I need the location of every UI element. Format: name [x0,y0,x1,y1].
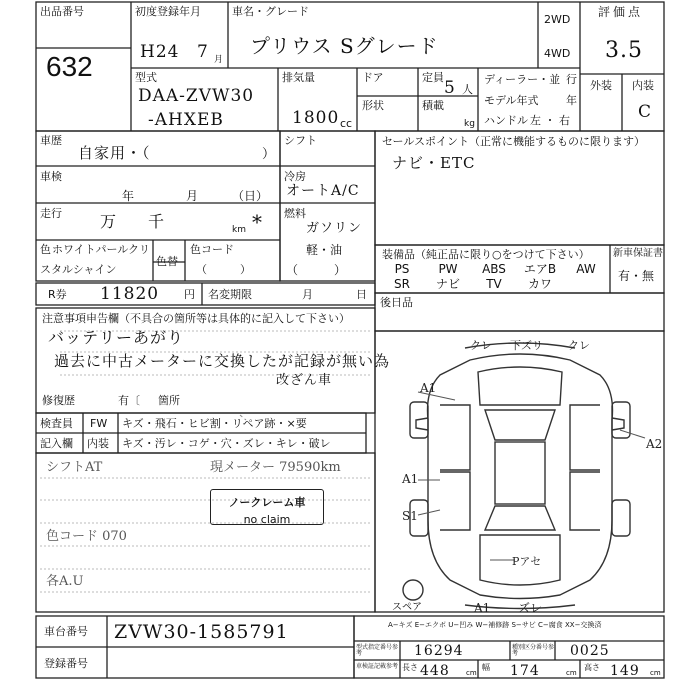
notes-line-1: バッテリーあがり [48,328,185,347]
mark-front-right: クレ [568,339,590,352]
inspection-year: 年 [122,189,135,203]
inspection-label: 車検 [40,170,62,183]
no-claim-stamp [210,489,324,525]
displacement-label: 排気量 [282,71,315,84]
equip-airbag: エアB [523,262,557,276]
recycle-value: 11820 [100,284,160,304]
inspector-label-2: 記入欄 [40,437,73,450]
mark-front-center: 下ズリ [510,339,543,352]
recycle-label: R券 [48,288,67,301]
doors-label: ドア [362,71,384,84]
model-year-unit: 年 [566,94,577,107]
inspector-interior-items: キズ・汚レ・コゲ・穴・ズレ・キレ・破レ [122,437,331,450]
no-claim-jp: ノークレーム車 [228,496,306,509]
drive-2wd: 2WD [544,13,571,26]
repair-unit: 箇所 [158,394,180,407]
height-unit: cm [650,669,661,677]
mark-right-front: A2 [646,437,663,451]
mark-left-front: A1 [420,381,437,395]
capacity-value: 5 [444,78,456,98]
type-cert-value: 16294 [414,643,464,659]
steering-label: ハンドル [484,114,528,127]
drive-4wd: 4WD [544,47,571,60]
aftermarket-label: 後日品 [380,296,413,309]
height-value: 149 [610,663,640,679]
no-claim-en: no claim [243,513,291,526]
mark-rear-center: ズレ [518,601,543,615]
capacity-label: 定員 [422,71,444,84]
inspector-fw: FW [90,417,108,430]
name-change-label: 名変期限 [208,288,252,301]
reg-label: 登録番号 [44,657,88,670]
load-label: 積載 [422,99,444,112]
mileage-sen: 千 [148,212,165,231]
color-value-2: スタルシャイン [40,263,117,276]
chassis-label: 車台番号 [44,625,88,638]
inspection-day: （日） [232,189,269,203]
shape-label: 形状 [362,99,384,112]
class-value: 0025 [570,643,610,659]
lot-number: 632 [46,51,93,82]
type-cert-label: 型式指定番号参考 [356,644,399,657]
mileage-man: 万 [100,212,117,231]
interior-label: 内装 [632,79,654,92]
inspector-fw-items: キズ・飛石・ヒビ割・リペア跡・×要 [122,417,307,430]
inspector-interior: 内装 [87,437,109,450]
notes-label: 注意事項申告欄（不具合の箇所等は具体的に記入して下さい） [42,312,350,325]
equip-aw: AW [576,262,596,276]
mark-front-left: クレ [470,339,492,352]
equip-sr: SR [394,277,410,291]
sales-point-label: セールスポイント（正常に機能するものに限ります） [382,135,646,148]
color-value-1: ホワイトパールクリ [52,243,151,256]
inspection-month: 月 [186,189,199,203]
equip-navi: ナビ [435,277,460,291]
steering-options: 左 ・ 右 [530,114,570,127]
class-label: 種別区分番号参考 [512,644,555,657]
inspector-label-1: 検査員 [40,417,73,430]
interior-value: C [638,102,653,122]
width-label: 幅 [482,663,490,672]
month-unit: 月 [214,55,224,65]
displacement-unit: cc [340,117,353,130]
lot-label: 出品番号 [40,5,84,18]
exterior-label: 外装 [590,79,612,92]
equip-ps: PS [394,262,410,276]
recycle-unit: 円 [184,288,195,301]
fuel-label: 燃料 [284,207,306,220]
ac-label: 冷房 [284,170,306,183]
inspector-note-color: 色コード 070 [46,529,127,544]
history-value: 自家用・（ [78,144,151,162]
fuel-value: ガソリン [306,221,363,236]
first-reg-label: 初度登録年月 [135,5,201,18]
displacement-value: 1800 [292,108,340,128]
inspector-note-au: 各A.U [46,574,84,589]
warranty-options: 有・無 [618,269,655,283]
capacity-unit: 人 [462,83,473,96]
mark-left-mid: A1 [402,472,419,486]
mileage-unit: km [232,225,246,235]
dealer-label: ディーラー・並 [484,73,561,86]
type-value-1: DAA-ZVW30 [138,86,255,106]
length-label: 長さ [402,663,418,672]
equip-pw: PW [438,262,458,276]
damage-legend: A−キズ E−エクボ U−凹み W−補修跡 S−サビ C−腐食 XX−交換済 [388,621,602,629]
shift-label: シフト [284,134,317,147]
color-code-label: 色コード [190,243,234,256]
equipment-label: 装備品（純正品に限り○をつけて下さい） [382,248,590,261]
mark-trunk: Pアセ [512,555,542,568]
inspector-note-meter: 現メーター 79590km [210,460,341,475]
repair-label: 修復歴 [42,394,75,407]
repair-value: 有〔 [118,394,140,407]
equip-abs: ABS [482,262,506,276]
fuel-paren: （ ） [286,263,347,277]
notes-line-2: 過去に中古メーターに交換したが記録が無い為 [54,352,391,370]
notes-line-3: 改ざん車 [276,373,333,388]
mileage-label: 走行 [40,207,62,220]
equip-tv: TV [486,277,502,291]
type-label: 型式 [135,71,157,84]
color-code-paren: （ ） [196,263,251,276]
eval-value: 3.5 [605,38,643,63]
inspector-note-shift: シフトAT [46,460,103,475]
eval-label: 評価点 [598,5,644,19]
sales-point-value: ナビ・ETC [392,154,476,172]
ac-value: オートA/C [286,183,360,199]
mark-left-rear: S1 [402,509,418,523]
length-unit: cm [466,669,477,677]
width-unit: cm [566,669,577,677]
mark-rear-left: A1 [474,601,491,615]
dealer-unit: 行 [566,73,577,86]
first-reg-month: 7 [197,42,209,62]
mileage-flag: * [252,210,263,234]
color-label: 色 [40,243,51,256]
dims-label: 車検証記載参考 [356,663,399,670]
model-grade-value: プリウス Sグレード [250,34,439,58]
mark-spare: スペア [392,602,422,613]
model-year-label: モデル年式 [484,94,539,107]
name-change-month: 月 [302,288,313,301]
load-unit: kg [464,119,475,129]
chassis-value: ZVW30-1585791 [114,621,289,643]
history-label: 車歴 [40,134,62,147]
height-label: 高さ [584,663,600,672]
width-value: 174 [510,663,540,679]
equip-leather: カワ [527,277,552,291]
first-reg-era: H24 [140,42,180,62]
model-grade-label: 車名・グレード [232,5,309,18]
length-value: 448 [420,663,450,679]
type-value-2: -AHXEB [148,110,224,130]
fuel-options: 軽・油 [306,243,343,257]
warranty-label: 新車保証書 [613,248,663,259]
repaint-label: 色替 [156,255,178,268]
name-change-day: 日 [356,288,367,301]
history-close: ） [262,147,276,162]
